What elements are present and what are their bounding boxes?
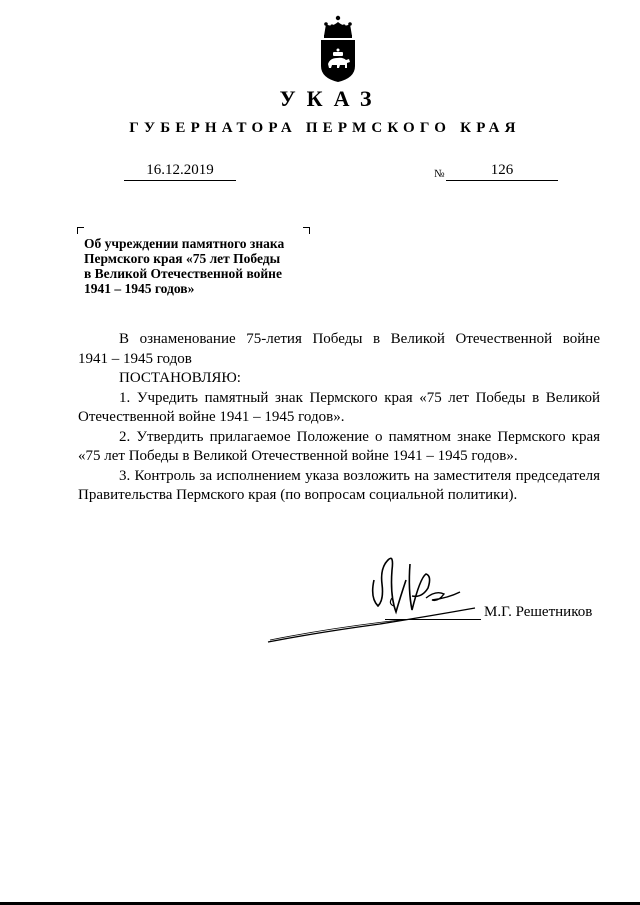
subject-bracket-left xyxy=(77,227,84,234)
subject-line: Пермского края «75 лет Победы xyxy=(84,251,281,266)
item-2-line: «75 лет Победы в Великой Отечественной войне 1941 – 1945 годов». xyxy=(78,448,518,464)
document-type-title: УКАЗ xyxy=(279,86,383,111)
item-1-line: Отечественной войне 1941 – 1945 годов». xyxy=(78,409,345,425)
signature-line xyxy=(385,619,481,620)
intro-line: 1941 – 1945 годов xyxy=(78,350,192,367)
subject-bracket-right xyxy=(303,227,310,234)
subject-line: в Великой Отечественной войне xyxy=(84,266,282,281)
item-2-line: 2. Утвердить прилагаемое Положение о памятном знаке Пермского края xyxy=(119,428,600,445)
signer-name: М.Г. Решетников xyxy=(484,604,593,620)
decree-word: ПОСТАНОВЛЯЮ: xyxy=(119,370,241,386)
subject-heading xyxy=(84,236,316,296)
document-number: 126 xyxy=(446,162,558,181)
document-date: 16.12.2019 xyxy=(124,162,236,181)
subject-line: 1941 – 1945 годов» xyxy=(84,281,195,296)
item-3-paragraph: 3. Контроль за исполнением указа возложить на заместителя председателя Правительства Пермского края (по вопросам социальной политики). xyxy=(78,467,600,503)
handwritten-signature xyxy=(260,540,480,650)
item-1-line: 1. Учредить памятный знак Пермского края «75 лет Победы в Великой xyxy=(119,389,600,406)
number-sign: № xyxy=(434,168,445,180)
decree-body xyxy=(78,330,600,506)
subject-line: Об учреждении памятного знака xyxy=(84,236,285,251)
coat-of-arms-icon xyxy=(318,14,358,84)
intro-line: В ознаменование 75-летия Победы в Великой Отечественной войне xyxy=(119,331,600,347)
issuer-title: ГУБЕРНАТОРА ПЕРМСКОГО КРАЯ xyxy=(129,120,521,136)
